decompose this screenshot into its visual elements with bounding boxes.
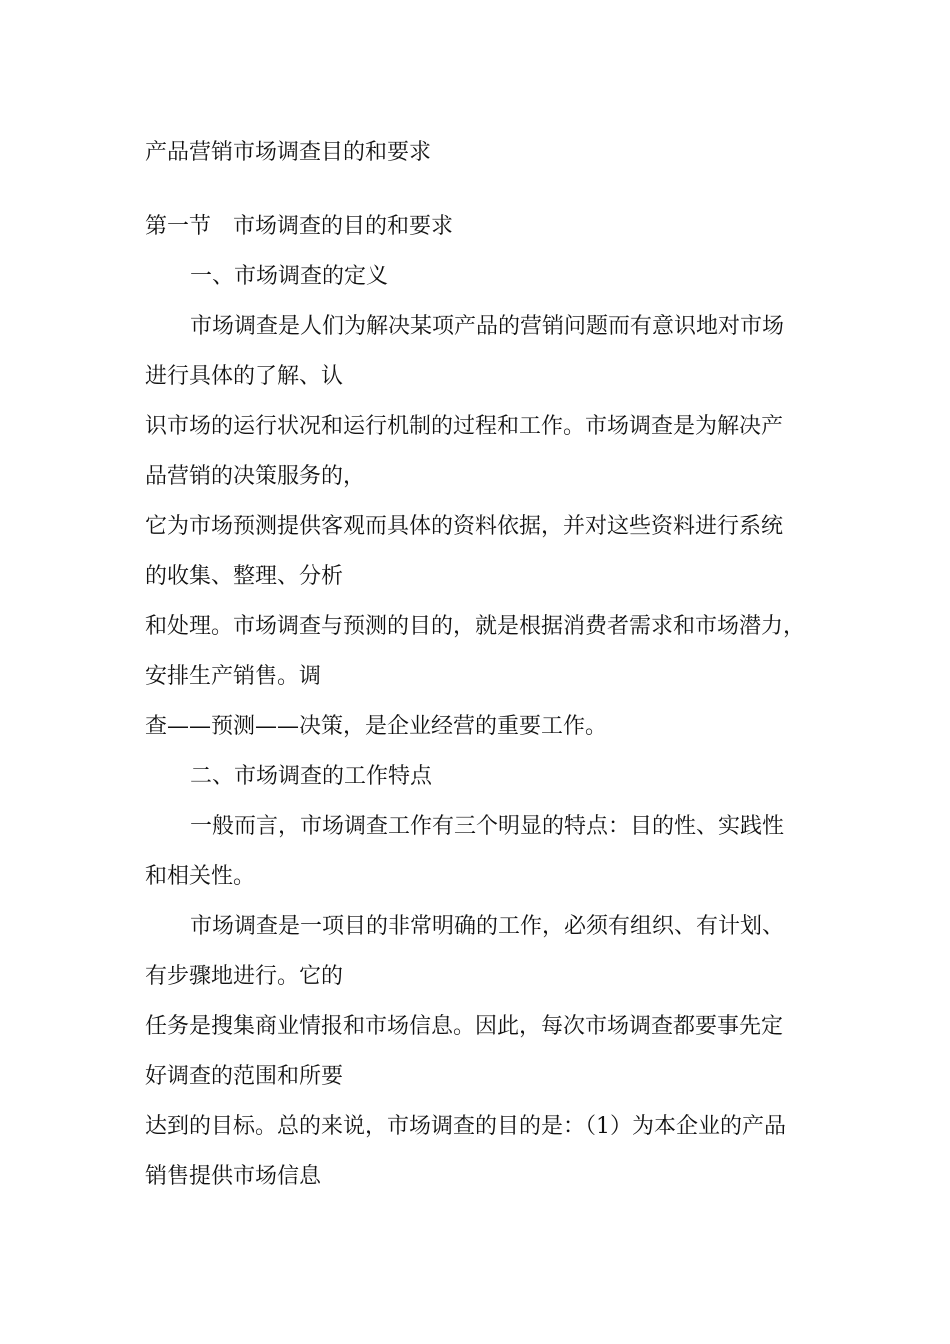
paragraph-line: 它为市场预测提供客观而具体的资料依据，并对这些资料进行系统 xyxy=(145,514,784,539)
paragraph-line: 和处理。市场调查与预测的目的，就是根据消费者需求和市场潜力， xyxy=(145,614,806,639)
paragraph-line: 进行具体的了解、认 xyxy=(145,364,344,389)
paragraph-line: 市场调查是人们为解决某项产品的营销问题而有意识地对市场 xyxy=(190,314,785,339)
document-title: 产品营销市场调查目的和要求 xyxy=(145,140,432,165)
paragraph-line: 识市场的运行状况和运行机制的过程和工作。市场调查是为解决产 xyxy=(145,414,784,439)
paragraph-line: 任务是搜集商业情报和市场信息。因此，每次市场调查都要事先定 xyxy=(145,1014,784,1039)
paragraph-line: 查——预测——决策，是企业经营的重要工作。 xyxy=(145,714,608,739)
paragraph-line: 市场调查是一项目的非常明确的工作，必须有组织、有计划、 xyxy=(190,914,785,939)
paragraph-line: 一般而言，市场调查工作有三个明显的特点：目的性、实践性 xyxy=(190,814,785,839)
paragraph-line: 销售提供市场信息 xyxy=(145,1164,322,1189)
paragraph-line: 达到的目标。总的来说，市场调查的目的是：（1）为本企业的产品 xyxy=(145,1114,786,1139)
paragraph-line: 有步骤地进行。它的 xyxy=(145,964,344,989)
paragraph-line: 好调查的范围和所要 xyxy=(145,1064,344,1089)
section-heading: 第一节 市场调查的目的和要求 xyxy=(145,214,454,239)
paragraph-line: 的收集、整理、分析 xyxy=(145,564,344,589)
subheading-characteristics: 二、市场调查的工作特点 xyxy=(190,764,433,789)
paragraph-line: 安排生产销售。调 xyxy=(145,664,322,689)
paragraph-line: 品营销的决策服务的， xyxy=(145,464,366,489)
paragraph-line: 和相关性。 xyxy=(145,864,256,889)
subheading-definition: 一、市场调查的定义 xyxy=(190,264,389,289)
